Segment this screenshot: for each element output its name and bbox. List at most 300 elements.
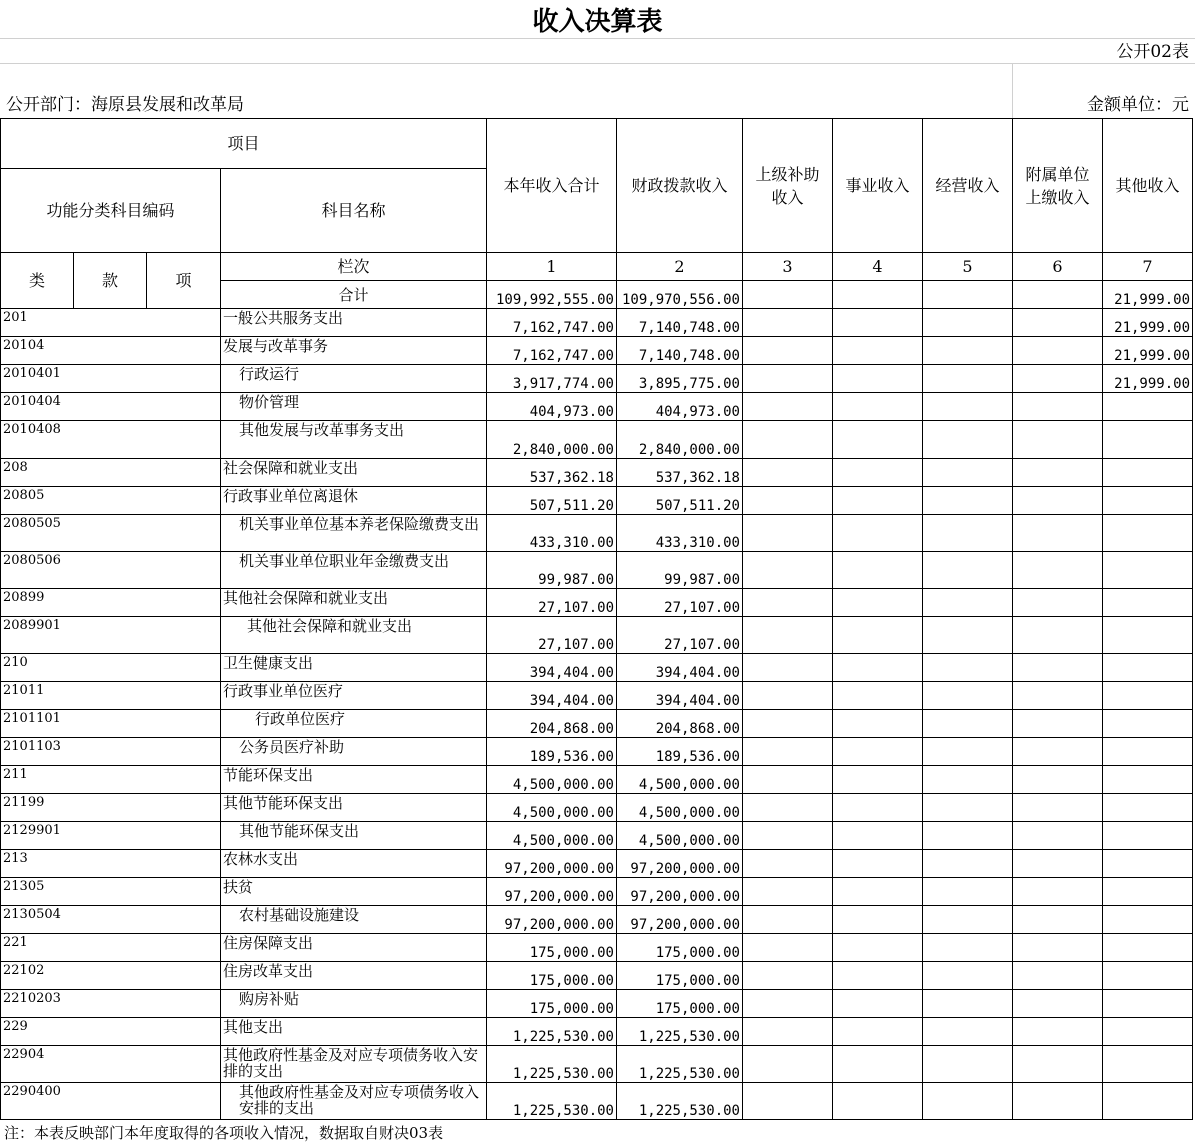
row-fiscal-income: 97,200,000.00: [617, 878, 743, 906]
row-fiscal-income: 4,500,000.00: [617, 794, 743, 822]
row-total-income: 4,500,000.00: [487, 794, 617, 822]
row-affiliate-income: [1013, 337, 1103, 365]
row-total-income: 27,107.00: [487, 617, 617, 654]
header-col-1: 本年收入合计: [487, 119, 617, 253]
row-business-income: [833, 1046, 923, 1083]
row-total-income: 97,200,000.00: [487, 906, 617, 934]
row-superior-subsidy: [743, 878, 833, 906]
row-other-income: [1103, 589, 1193, 617]
total-label: 合计: [221, 281, 487, 309]
header-band-divider: [1012, 63, 1013, 118]
row-other-income: [1103, 962, 1193, 990]
row-other-income: [1103, 738, 1193, 766]
row-other-income: 21,999.00: [1103, 365, 1193, 393]
row-total-income: 99,987.00: [487, 552, 617, 589]
header-col-5: 经营收入: [923, 119, 1013, 253]
total-c2: 109,970,556.00: [617, 281, 743, 309]
row-business-income: [833, 906, 923, 934]
row-fiscal-income: 175,000.00: [617, 962, 743, 990]
row-total-income: 27,107.00: [487, 589, 617, 617]
row-other-income: [1103, 487, 1193, 515]
row-total-income: 404,973.00: [487, 393, 617, 421]
row-other-income: [1103, 766, 1193, 794]
row-superior-subsidy: [743, 487, 833, 515]
row-fiscal-income: 27,107.00: [617, 589, 743, 617]
header-col-3: 上级补助收入: [743, 119, 833, 253]
row-fiscal-income: 404,973.00: [617, 393, 743, 421]
col-num-2: 2: [617, 253, 743, 281]
row-business-income: [833, 710, 923, 738]
row-code: 2010408: [1, 421, 221, 459]
row-superior-subsidy: [743, 962, 833, 990]
row-business-income: [833, 487, 923, 515]
header-col-7: 其他收入: [1103, 119, 1193, 253]
row-other-income: [1103, 515, 1193, 552]
row-subject-name: 行政事业单位离退休: [221, 487, 487, 515]
row-business-income: [833, 962, 923, 990]
row-affiliate-income: [1013, 962, 1103, 990]
row-code: 2101103: [1, 738, 221, 766]
unit-label: 金额单位：元: [1087, 95, 1189, 115]
department-label: 公开部门：海原县发展和改革局: [6, 95, 244, 115]
row-subject-name: 发展与改革事务: [221, 337, 487, 365]
row-affiliate-income: [1013, 487, 1103, 515]
row-other-income: [1103, 906, 1193, 934]
row-affiliate-income: [1013, 459, 1103, 487]
row-total-income: 394,404.00: [487, 682, 617, 710]
row-code: 2129901: [1, 822, 221, 850]
row-total-income: 1,225,530.00: [487, 1083, 617, 1120]
row-affiliate-income: [1013, 654, 1103, 682]
row-code: 213: [1, 850, 221, 878]
row-code: 21305: [1, 878, 221, 906]
row-superior-subsidy: [743, 393, 833, 421]
header-col-4: 事业收入: [833, 119, 923, 253]
row-other-income: [1103, 1046, 1193, 1083]
row-other-income: [1103, 934, 1193, 962]
header-col-6: 附属单位上缴收入: [1013, 119, 1103, 253]
row-affiliate-income: [1013, 766, 1103, 794]
row-operating-income: [923, 309, 1013, 337]
row-other-income: [1103, 552, 1193, 589]
row-fiscal-income: 1,225,530.00: [617, 1046, 743, 1083]
table-row: [1, 337, 1193, 365]
row-affiliate-income: [1013, 822, 1103, 850]
row-other-income: [1103, 990, 1193, 1018]
row-superior-subsidy: [743, 794, 833, 822]
row-other-income: [1103, 393, 1193, 421]
row-affiliate-income: [1013, 1018, 1103, 1046]
row-code: 229: [1, 1018, 221, 1046]
page-title: 收入决算表: [532, 7, 663, 37]
row-code: 201: [1, 309, 221, 337]
row-business-income: [833, 459, 923, 487]
row-operating-income: [923, 682, 1013, 710]
row-code: 2010404: [1, 393, 221, 421]
row-superior-subsidy: [743, 766, 833, 794]
row-other-income: [1103, 682, 1193, 710]
row-subject-name: 扶贫: [221, 878, 487, 906]
row-business-income: [833, 654, 923, 682]
row-subject-name: 行政事业单位医疗: [221, 682, 487, 710]
row-total-income: 433,310.00: [487, 515, 617, 552]
row-affiliate-income: [1013, 1083, 1103, 1120]
row-affiliate-income: [1013, 906, 1103, 934]
table-row: [1, 552, 1193, 589]
row-affiliate-income: [1013, 552, 1103, 589]
table-row: [1, 850, 1193, 878]
row-superior-subsidy: [743, 710, 833, 738]
row-fiscal-income: 99,987.00: [617, 552, 743, 589]
col-num-1: 1: [487, 253, 617, 281]
row-operating-income: [923, 710, 1013, 738]
row-superior-subsidy: [743, 459, 833, 487]
row-subject-name: 社会保障和就业支出: [221, 459, 487, 487]
row-fiscal-income: 537,362.18: [617, 459, 743, 487]
row-subject-name: 其他节能环保支出: [221, 794, 487, 822]
total-c1: 109,992,555.00: [487, 281, 617, 309]
row-business-income: [833, 365, 923, 393]
header-xiang: 项: [147, 253, 221, 309]
row-business-income: [833, 589, 923, 617]
row-total-income: 175,000.00: [487, 990, 617, 1018]
row-fiscal-income: 7,140,748.00: [617, 309, 743, 337]
row-code: 20805: [1, 487, 221, 515]
row-business-income: [833, 1083, 923, 1120]
row-subject-name: 其他社会保障和就业支出: [221, 617, 487, 654]
table-row: [1, 1018, 1193, 1046]
row-business-income: [833, 794, 923, 822]
col-num-6: 6: [1013, 253, 1103, 281]
row-superior-subsidy: [743, 934, 833, 962]
row-affiliate-income: [1013, 738, 1103, 766]
row-affiliate-income: [1013, 990, 1103, 1018]
row-code: 21199: [1, 794, 221, 822]
row-fiscal-income: 4,500,000.00: [617, 766, 743, 794]
row-code: 2210203: [1, 990, 221, 1018]
row-code: 2080505: [1, 515, 221, 552]
table-row: [1, 365, 1193, 393]
row-business-income: [833, 934, 923, 962]
row-superior-subsidy: [743, 1046, 833, 1083]
row-subject-name: 卫生健康支出: [221, 654, 487, 682]
row-other-income: 21,999.00: [1103, 337, 1193, 365]
header-col-2: 财政拨款收入: [617, 119, 743, 253]
row-code: 210: [1, 654, 221, 682]
header-kuan: 款: [74, 253, 147, 309]
table-row: [1, 990, 1193, 1018]
row-subject-name: 农村基础设施建设: [221, 906, 487, 934]
row-operating-income: [923, 552, 1013, 589]
row-subject-name: 物价管理: [221, 393, 487, 421]
row-subject-name: 机关事业单位基本养老保险缴费支出: [221, 515, 487, 552]
row-code: 22102: [1, 962, 221, 990]
col-num-3: 3: [743, 253, 833, 281]
row-fiscal-income: 204,868.00: [617, 710, 743, 738]
header-func-code: 功能分类科目编码: [1, 169, 221, 253]
row-fiscal-income: 97,200,000.00: [617, 850, 743, 878]
table-row: [1, 1083, 1193, 1120]
row-operating-income: [923, 850, 1013, 878]
row-total-income: 175,000.00: [487, 962, 617, 990]
row-fiscal-income: 1,225,530.00: [617, 1018, 743, 1046]
table-row: [1, 682, 1193, 710]
header-project: 项目: [1, 119, 487, 169]
table-row: [1, 878, 1193, 906]
row-affiliate-income: [1013, 850, 1103, 878]
row-subject-name: 住房改革支出: [221, 962, 487, 990]
row-business-income: [833, 878, 923, 906]
row-total-income: 4,500,000.00: [487, 766, 617, 794]
col-num-4: 4: [833, 253, 923, 281]
row-total-income: 189,536.00: [487, 738, 617, 766]
row-subject-name: 其他政府性基金及对应专项债务收入安排的支出: [221, 1046, 487, 1083]
row-subject-name: 公务员医疗补助: [221, 738, 487, 766]
row-code: 2089901: [1, 617, 221, 654]
row-other-income: [1103, 794, 1193, 822]
row-business-income: [833, 552, 923, 589]
row-business-income: [833, 682, 923, 710]
income-table: [0, 118, 1193, 1120]
row-code: 2130504: [1, 906, 221, 934]
row-operating-income: [923, 1046, 1013, 1083]
row-subject-name: 农林水支出: [221, 850, 487, 878]
row-subject-name: 其他发展与改革事务支出: [221, 421, 487, 459]
row-fiscal-income: 433,310.00: [617, 515, 743, 552]
row-code: 2080506: [1, 552, 221, 589]
row-fiscal-income: 1,225,530.00: [617, 1083, 743, 1120]
table-row: [1, 309, 1193, 337]
row-affiliate-income: [1013, 393, 1103, 421]
row-business-income: [833, 309, 923, 337]
row-other-income: [1103, 654, 1193, 682]
table-row: [1, 393, 1193, 421]
col-num-7: 7: [1103, 253, 1193, 281]
row-code: 20104: [1, 337, 221, 365]
row-code: 208: [1, 459, 221, 487]
row-operating-income: [923, 337, 1013, 365]
row-superior-subsidy: [743, 337, 833, 365]
row-other-income: [1103, 1083, 1193, 1120]
row-subject-name: 行政单位医疗: [221, 710, 487, 738]
row-total-income: 7,162,747.00: [487, 309, 617, 337]
row-total-income: 97,200,000.00: [487, 878, 617, 906]
table-row: [1, 766, 1193, 794]
row-affiliate-income: [1013, 589, 1103, 617]
row-affiliate-income: [1013, 710, 1103, 738]
footnote: 注：本表反映部门本年度取得的各项收入情况，数据取自财决03表: [4, 1124, 444, 1142]
row-subject-name: 其他节能环保支出: [221, 822, 487, 850]
row-total-income: 1,225,530.00: [487, 1018, 617, 1046]
row-total-income: 97,200,000.00: [487, 850, 617, 878]
row-fiscal-income: 97,200,000.00: [617, 906, 743, 934]
row-total-income: 7,162,747.00: [487, 337, 617, 365]
col-num-5: 5: [923, 253, 1013, 281]
row-code: 221: [1, 934, 221, 962]
row-superior-subsidy: [743, 906, 833, 934]
row-superior-subsidy: [743, 309, 833, 337]
row-business-income: [833, 337, 923, 365]
row-subject-name: 行政运行: [221, 365, 487, 393]
table-row: [1, 962, 1193, 990]
row-operating-income: [923, 1083, 1013, 1120]
row-operating-income: [923, 393, 1013, 421]
row-fiscal-income: 2,840,000.00: [617, 421, 743, 459]
table-row: [1, 906, 1193, 934]
row-total-income: 507,511.20: [487, 487, 617, 515]
row-affiliate-income: [1013, 934, 1103, 962]
row-subject-name: 节能环保支出: [221, 766, 487, 794]
row-other-income: [1103, 1018, 1193, 1046]
row-operating-income: [923, 459, 1013, 487]
row-code: 21011: [1, 682, 221, 710]
row-superior-subsidy: [743, 850, 833, 878]
row-business-income: [833, 515, 923, 552]
table-row: [1, 589, 1193, 617]
row-operating-income: [923, 617, 1013, 654]
total-c7: 21,999.00: [1103, 281, 1193, 309]
row-operating-income: [923, 365, 1013, 393]
row-total-income: 537,362.18: [487, 459, 617, 487]
header-lanci: 栏次: [221, 253, 487, 281]
row-fiscal-income: 175,000.00: [617, 934, 743, 962]
row-operating-income: [923, 766, 1013, 794]
table-row: [1, 515, 1193, 552]
row-superior-subsidy: [743, 1083, 833, 1120]
row-affiliate-income: [1013, 682, 1103, 710]
row-operating-income: [923, 738, 1013, 766]
row-code: 2290400: [1, 1083, 221, 1120]
row-total-income: 1,225,530.00: [487, 1046, 617, 1083]
row-total-income: 394,404.00: [487, 654, 617, 682]
row-operating-income: [923, 822, 1013, 850]
row-other-income: 21,999.00: [1103, 309, 1193, 337]
row-business-income: [833, 421, 923, 459]
row-operating-income: [923, 654, 1013, 682]
row-subject-name: 机关事业单位职业年金缴费支出: [221, 552, 487, 589]
row-affiliate-income: [1013, 1046, 1103, 1083]
row-other-income: [1103, 850, 1193, 878]
row-fiscal-income: 3,895,775.00: [617, 365, 743, 393]
row-operating-income: [923, 515, 1013, 552]
row-code: 20899: [1, 589, 221, 617]
row-fiscal-income: 394,404.00: [617, 682, 743, 710]
row-affiliate-income: [1013, 617, 1103, 654]
header-subject-name: 科目名称: [221, 169, 487, 253]
row-superior-subsidy: [743, 822, 833, 850]
row-superior-subsidy: [743, 617, 833, 654]
row-superior-subsidy: [743, 589, 833, 617]
table-row: [1, 822, 1193, 850]
row-affiliate-income: [1013, 794, 1103, 822]
row-subject-name: 其他社会保障和就业支出: [221, 589, 487, 617]
row-business-income: [833, 738, 923, 766]
row-fiscal-income: 189,536.00: [617, 738, 743, 766]
form-number: 公开02表: [1116, 42, 1189, 62]
table-row: [1, 934, 1193, 962]
row-other-income: [1103, 617, 1193, 654]
row-superior-subsidy: [743, 990, 833, 1018]
table-row: [1, 459, 1193, 487]
row-superior-subsidy: [743, 552, 833, 589]
row-affiliate-income: [1013, 421, 1103, 459]
row-operating-income: [923, 962, 1013, 990]
row-subject-name: 一般公共服务支出: [221, 309, 487, 337]
row-other-income: [1103, 459, 1193, 487]
row-business-income: [833, 1018, 923, 1046]
row-superior-subsidy: [743, 738, 833, 766]
table-row: [1, 1046, 1193, 1083]
row-total-income: 3,917,774.00: [487, 365, 617, 393]
row-business-income: [833, 850, 923, 878]
row-total-income: 175,000.00: [487, 934, 617, 962]
row-fiscal-income: 507,511.20: [617, 487, 743, 515]
header-lei: 类: [1, 253, 74, 309]
row-fiscal-income: 27,107.00: [617, 617, 743, 654]
row-operating-income: [923, 487, 1013, 515]
row-business-income: [833, 822, 923, 850]
row-fiscal-income: 7,140,748.00: [617, 337, 743, 365]
row-operating-income: [923, 934, 1013, 962]
row-subject-name: 住房保障支出: [221, 934, 487, 962]
row-superior-subsidy: [743, 654, 833, 682]
row-total-income: 204,868.00: [487, 710, 617, 738]
row-other-income: [1103, 710, 1193, 738]
row-superior-subsidy: [743, 515, 833, 552]
row-affiliate-income: [1013, 878, 1103, 906]
row-other-income: [1103, 421, 1193, 459]
table-row: [1, 487, 1193, 515]
table-row: [1, 421, 1193, 459]
row-superior-subsidy: [743, 365, 833, 393]
row-operating-income: [923, 990, 1013, 1018]
row-business-income: [833, 393, 923, 421]
row-fiscal-income: 4,500,000.00: [617, 822, 743, 850]
row-operating-income: [923, 878, 1013, 906]
row-business-income: [833, 990, 923, 1018]
title-divider: [0, 38, 1195, 39]
row-superior-subsidy: [743, 1018, 833, 1046]
table-row: [1, 617, 1193, 654]
row-code: 2010401: [1, 365, 221, 393]
table-row: [1, 654, 1193, 682]
row-code: 22904: [1, 1046, 221, 1083]
row-affiliate-income: [1013, 515, 1103, 552]
row-operating-income: [923, 589, 1013, 617]
row-total-income: 2,840,000.00: [487, 421, 617, 459]
row-operating-income: [923, 794, 1013, 822]
row-other-income: [1103, 822, 1193, 850]
row-subject-name: 购房补贴: [221, 990, 487, 1018]
row-operating-income: [923, 906, 1013, 934]
row-affiliate-income: [1013, 309, 1103, 337]
row-business-income: [833, 766, 923, 794]
row-code: 211: [1, 766, 221, 794]
row-affiliate-income: [1013, 365, 1103, 393]
row-subject-name: 其他支出: [221, 1018, 487, 1046]
row-subject-name: 其他政府性基金及对应专项债务收入安排的支出: [221, 1083, 487, 1120]
header-band-line: [0, 63, 1195, 64]
row-fiscal-income: 394,404.00: [617, 654, 743, 682]
row-superior-subsidy: [743, 682, 833, 710]
row-operating-income: [923, 1018, 1013, 1046]
row-business-income: [833, 617, 923, 654]
row-total-income: 4,500,000.00: [487, 822, 617, 850]
row-fiscal-income: 175,000.00: [617, 990, 743, 1018]
table-row: [1, 738, 1193, 766]
row-operating-income: [923, 421, 1013, 459]
table-row: [1, 794, 1193, 822]
